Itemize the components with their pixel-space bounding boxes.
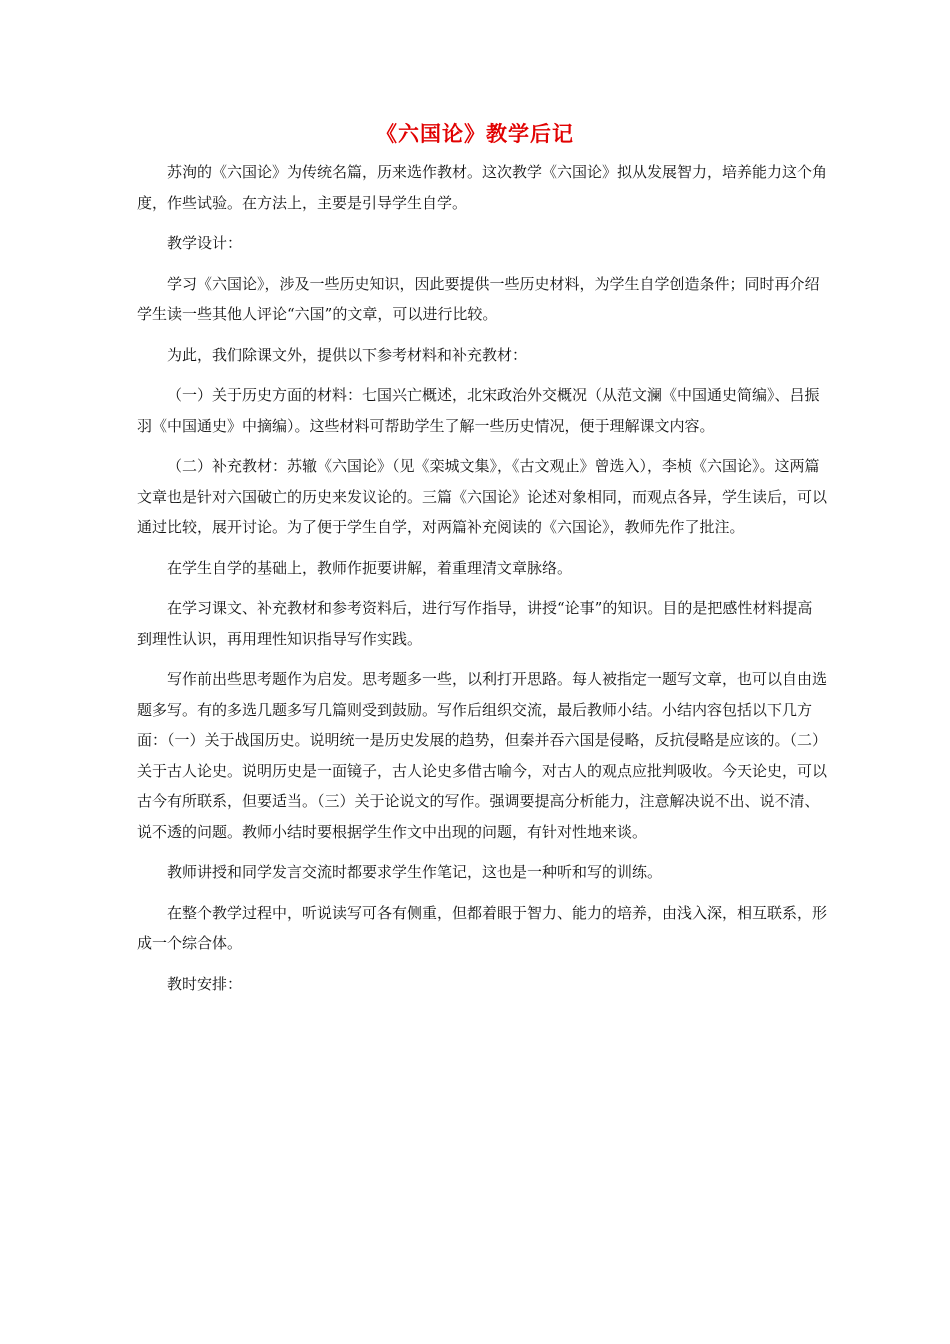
- paragraph: 在学习课文、补充教材和参考资料后，进行写作指导，讲授“论事”的知识。目的是把感性材料提高到理性认识，再用理性知识指导写作实践。: [137, 599, 813, 648]
- document-body: [137, 157, 827, 1009]
- paragraph: 教时安排：: [167, 974, 243, 993]
- paragraph: 教学设计：: [167, 234, 243, 252]
- paragraph: 教师讲授和同学发言交流时都要求学生作笔记，这也是一种听和写的训练。: [167, 863, 663, 881]
- document-title: 《六国论》教学后记: [376, 122, 574, 146]
- paragraph: 为此，我们除课文外，提供以下参考材料和补充教材：: [167, 345, 528, 364]
- paragraph: （一）关于历史方面的材料：七国兴亡概述，北宋政治外交概况（从范文澜《中国通史简编》、吕振羽《中国通史》中摘编）。这些材料可帮助学生了解一些历史情况，便于理解课文内容。: [137, 386, 820, 435]
- paragraph: 在整个教学过程中，听说读写可各有侧重，但都着眼于智力、能力的培养，由浅入深，相互联系，形成一个综合体。: [137, 903, 828, 952]
- paragraph: 在学生自学的基础上，教师作扼要讲解，着重理清文章脉络。: [167, 558, 573, 577]
- paragraph: 苏洵的《六国论》为传统名篇，历来选作教材。这次教学《六国论》拟从发展智力，培养能力这个角度，作些试验。在方法上，主要是引导学生自学。: [137, 163, 828, 212]
- paragraph: 写作前出些思考题作为启发。思考题多一些，以利打开思路。每人被指定一题写文章，也可以自由选题多写。有的多选几题多写几篇则受到鼓励。写作后组织交流，最后教师小结。小结内容包括以下几方面：（一）关于战国历史。说明统一是历史发展的趋势，但秦并吞六国是侵略，反抗侵略是应该的。（二）关于古人论史。说明历史是一面镜子，古人论史多借古喻今，对古人的观点应批判吸收。今天论史，可以古今有所联系，但要适当。（三）关于论说文的写作。强调要提高分析能力，注意解决说不出、说不清、说不透的问题。教师小结时要根据学生作文中出现的问题，有针对性地来谈。: [137, 670, 828, 841]
- paragraph: （二）补充教材：苏辙《六国论》（见《栾城文集》，《古文观止》曾选入），李桢《六国论》。这两篇文章也是针对六国破亡的历史来发议论的。三篇《六国论》论述对象相同，而观点各异，学生读后，可以通过比较，展开讨论。为了便于学生自学，对两篇补充阅读的《六国论》，教师先作了批注。: [137, 457, 828, 536]
- paragraph: 学习《六国论》，涉及一些历史知识，因此要提供一些历史材料，为学生自学创造条件；同时再介绍学生读一些其他人评论“六国”的文章，可以进行比较。: [137, 274, 820, 323]
